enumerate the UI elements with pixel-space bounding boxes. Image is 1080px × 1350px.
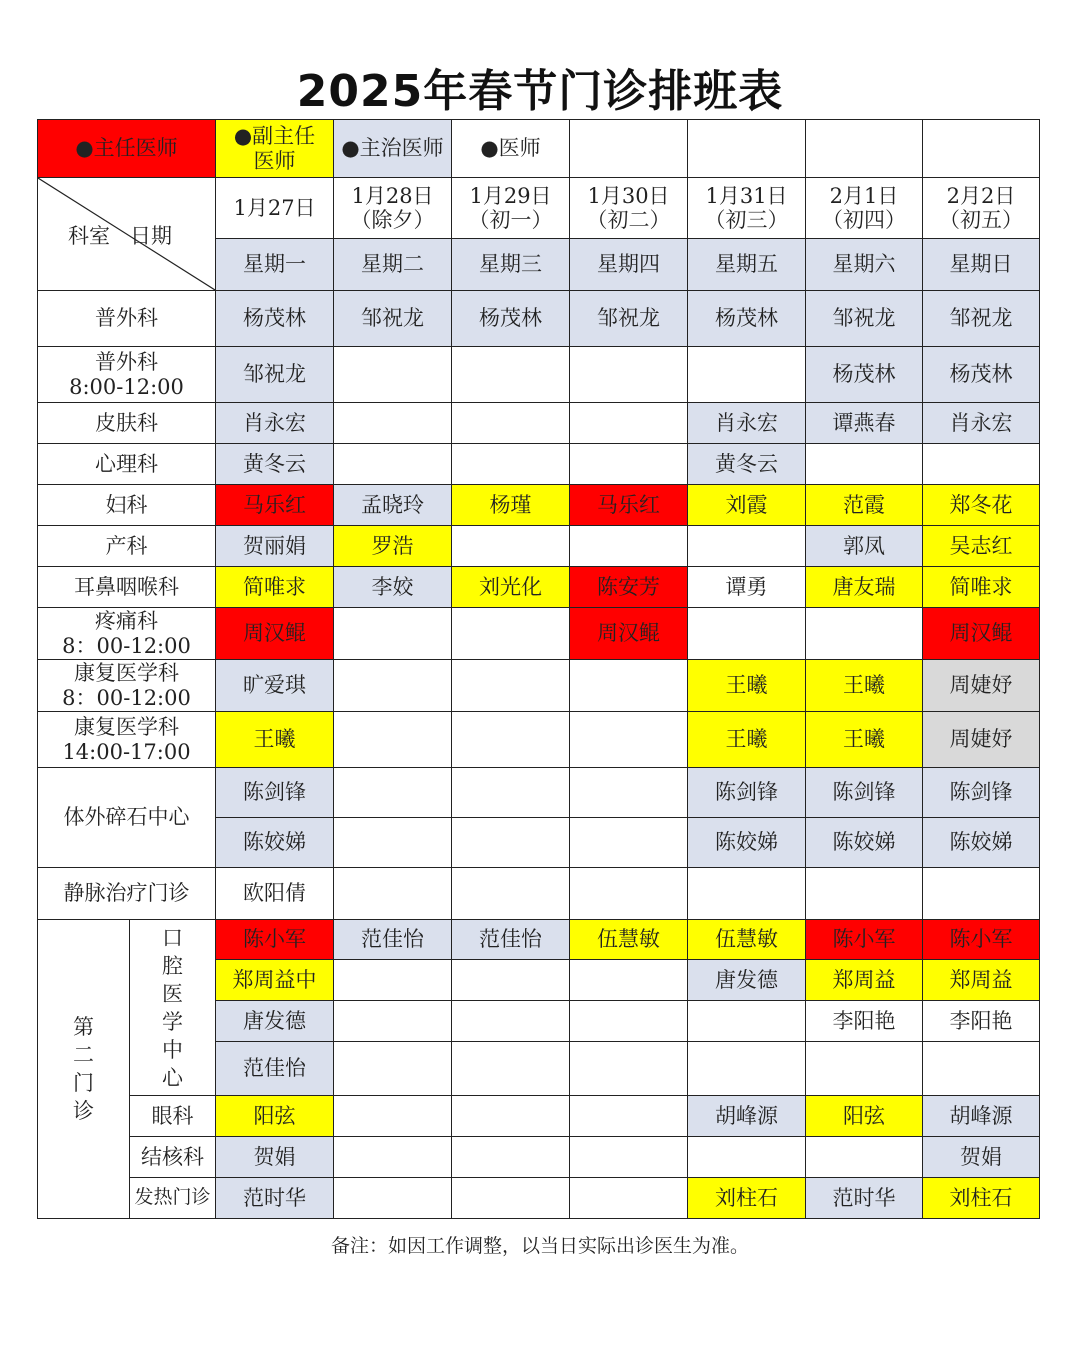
doctor-cell: 陈剑锋 xyxy=(216,768,334,818)
doctor-cell: 范佳怡 xyxy=(216,1042,334,1096)
doctor-cell: 陈小军 xyxy=(923,920,1040,960)
doctor-cell xyxy=(452,1137,570,1178)
date-header: 2月1日 （初四） xyxy=(806,178,923,239)
doctor-cell: 陈剑锋 xyxy=(688,768,806,818)
doctor-cell xyxy=(688,868,806,920)
doctor-cell: 唐发德 xyxy=(688,960,806,1001)
doctor-cell xyxy=(570,403,688,444)
row-stomatology-1 xyxy=(38,920,1040,960)
row-general-surgery xyxy=(38,291,1040,347)
doctor-cell xyxy=(334,608,452,660)
doctor-cell xyxy=(688,1001,806,1042)
doctor-cell: 吴志红 xyxy=(923,526,1040,567)
row-iv-therapy xyxy=(38,868,1040,920)
legend-associate: ●副主任 医师 xyxy=(216,120,334,178)
date-header: 1月28日 （除夕） xyxy=(334,178,452,239)
legend-row xyxy=(38,120,1040,178)
dept-label: 体外碎石中心 xyxy=(38,768,216,868)
doctor-cell: 郑周益 xyxy=(806,960,923,1001)
date-header: 1月31日 （初三） xyxy=(688,178,806,239)
weekday-header: 星期二 xyxy=(334,239,452,291)
doctor-cell xyxy=(923,444,1040,485)
doctor-cell xyxy=(688,526,806,567)
legend-attending: ●主治医师 xyxy=(334,120,452,178)
row-rehab-pm xyxy=(38,712,1040,768)
dept-label: 康复医学科 14:00-17:00 xyxy=(38,712,216,768)
dates-row xyxy=(38,178,1040,239)
page-title: 2025年春节门诊排班表 xyxy=(296,66,784,117)
doctor-cell: 肖永宏 xyxy=(923,403,1040,444)
doctor-cell: 范时华 xyxy=(216,1178,334,1219)
doctor-cell: 陈姣娣 xyxy=(806,818,923,868)
legend-physician: ●医师 xyxy=(452,120,570,178)
doctor-cell: 陈剑锋 xyxy=(923,768,1040,818)
doctor-cell xyxy=(570,960,688,1001)
doctor-cell: 周婕妤 xyxy=(923,712,1040,768)
doctor-cell: 杨茂林 xyxy=(452,291,570,347)
doctor-cell: 范佳怡 xyxy=(452,920,570,960)
doctor-cell: 贺娟 xyxy=(216,1137,334,1178)
doctor-cell: 范霞 xyxy=(806,485,923,526)
doctor-cell xyxy=(570,1096,688,1137)
doctor-cell: 王曦 xyxy=(806,712,923,768)
doctor-cell xyxy=(570,818,688,868)
doctor-cell xyxy=(688,608,806,660)
legend-chief: ●主任医师 xyxy=(38,120,216,178)
doctor-cell: 肖永宏 xyxy=(216,403,334,444)
doctor-cell xyxy=(452,660,570,712)
doctor-cell: 唐发德 xyxy=(216,1001,334,1042)
weekday-header: 星期一 xyxy=(216,239,334,291)
doctor-cell xyxy=(923,1042,1040,1096)
doctor-cell: 简唯求 xyxy=(923,567,1040,608)
doctor-cell: 黄冬云 xyxy=(216,444,334,485)
dept-label: 康复医学科 8：00-12:00 xyxy=(38,660,216,712)
doctor-cell xyxy=(452,608,570,660)
doctor-cell xyxy=(570,868,688,920)
doctor-cell: 谭燕春 xyxy=(806,403,923,444)
doctor-cell xyxy=(334,768,452,818)
doctor-cell xyxy=(806,608,923,660)
date-header: 1月29日 （初一） xyxy=(452,178,570,239)
doctor-cell: 刘光化 xyxy=(452,567,570,608)
doctor-cell xyxy=(688,1137,806,1178)
dept-label: 普外科 8:00-12:00 xyxy=(38,347,216,403)
doctor-cell xyxy=(452,868,570,920)
doctor-cell xyxy=(452,403,570,444)
date-header: 2月2日 （初五） xyxy=(923,178,1040,239)
doctor-cell: 简唯求 xyxy=(216,567,334,608)
doctor-cell: 刘柱石 xyxy=(688,1178,806,1219)
doctor-cell: 杨茂林 xyxy=(923,347,1040,403)
doctor-cell xyxy=(570,347,688,403)
doctor-cell: 王曦 xyxy=(688,712,806,768)
doctor-cell: 杨茂林 xyxy=(806,347,923,403)
doctor-cell xyxy=(334,868,452,920)
doctor-cell xyxy=(334,660,452,712)
header-date-label: 日期 xyxy=(130,224,173,248)
doctor-cell: 李阳艳 xyxy=(923,1001,1040,1042)
doctor-cell: 陈剑锋 xyxy=(806,768,923,818)
row-general-surgery-am xyxy=(38,347,1040,403)
doctor-cell: 陈姣娣 xyxy=(923,818,1040,868)
doctor-cell: 范佳怡 xyxy=(334,920,452,960)
row-rehab-am xyxy=(38,660,1040,712)
dept-label: 妇科 xyxy=(38,485,216,526)
doctor-cell: 范时华 xyxy=(806,1178,923,1219)
doctor-cell: 周汉鲲 xyxy=(570,608,688,660)
doctor-cell xyxy=(570,526,688,567)
doctor-cell xyxy=(452,526,570,567)
doctor-cell xyxy=(452,347,570,403)
second-clinic-label: 第二门诊 xyxy=(38,920,130,1219)
doctor-cell xyxy=(570,1001,688,1042)
doctor-cell: 唐友瑞 xyxy=(806,567,923,608)
dept-label: 疼痛科 8：00-12:00 xyxy=(38,608,216,660)
header-dept-label: 科室 xyxy=(68,224,110,248)
doctor-cell xyxy=(334,1042,452,1096)
doctor-cell: 贺丽娟 xyxy=(216,526,334,567)
doctor-cell xyxy=(570,1178,688,1219)
row-lithotripsy-1 xyxy=(38,768,1040,818)
row-psychology xyxy=(38,444,1040,485)
doctor-cell: 邹祝龙 xyxy=(216,347,334,403)
doctor-cell: 周婕妤 xyxy=(923,660,1040,712)
doctor-cell: 阳弦 xyxy=(806,1096,923,1137)
doctor-cell xyxy=(570,444,688,485)
dept-label: 耳鼻咽喉科 xyxy=(38,567,216,608)
doctor-cell xyxy=(923,868,1040,920)
doctor-cell: 欧阳倩 xyxy=(216,868,334,920)
doctor-cell xyxy=(334,1137,452,1178)
row-obstetrics xyxy=(38,526,1040,567)
doctor-cell xyxy=(570,712,688,768)
doctor-cell xyxy=(334,960,452,1001)
doctor-cell xyxy=(570,1042,688,1096)
doctor-cell: 马乐红 xyxy=(216,485,334,526)
doctor-cell: 郭凤 xyxy=(806,526,923,567)
doctor-cell xyxy=(334,347,452,403)
doctor-cell: 王曦 xyxy=(688,660,806,712)
doctor-cell: 邹祝龙 xyxy=(570,291,688,347)
doctor-cell xyxy=(334,1001,452,1042)
doctor-cell: 杨茂林 xyxy=(688,291,806,347)
doctor-cell: 邹祝龙 xyxy=(806,291,923,347)
schedule-table xyxy=(37,119,1040,1219)
doctor-cell: 周汉鲲 xyxy=(216,608,334,660)
doctor-cell xyxy=(688,347,806,403)
doctor-cell xyxy=(452,1042,570,1096)
doctor-cell xyxy=(452,444,570,485)
doctor-cell xyxy=(334,403,452,444)
doctor-cell xyxy=(806,1137,923,1178)
doctor-cell: 郑周益中 xyxy=(216,960,334,1001)
dept-label: 皮肤科 xyxy=(38,403,216,444)
row-tuberculosis xyxy=(38,1137,1040,1178)
doctor-cell: 谭勇 xyxy=(688,567,806,608)
doctor-cell: 胡峰源 xyxy=(688,1096,806,1137)
doctor-cell xyxy=(806,1042,923,1096)
doctor-cell xyxy=(452,1001,570,1042)
doctor-cell: 李姣 xyxy=(334,567,452,608)
doctor-cell: 陈姣娣 xyxy=(688,818,806,868)
doctor-cell: 马乐红 xyxy=(570,485,688,526)
weekday-header: 星期四 xyxy=(570,239,688,291)
doctor-cell xyxy=(806,444,923,485)
doctor-cell: 黄冬云 xyxy=(688,444,806,485)
date-header: 1月27日 xyxy=(216,178,334,239)
doctor-cell xyxy=(452,1096,570,1137)
doctor-cell: 王曦 xyxy=(216,712,334,768)
doctor-cell xyxy=(452,768,570,818)
doctor-cell: 陈小军 xyxy=(806,920,923,960)
dept-label: 眼科 xyxy=(130,1096,216,1137)
doctor-cell: 郑冬花 xyxy=(923,485,1040,526)
dept-label: 静脉治疗门诊 xyxy=(38,868,216,920)
doctor-cell: 周汉鲲 xyxy=(923,608,1040,660)
row-ophthalmology xyxy=(38,1096,1040,1137)
dept-label: 发热门诊 xyxy=(130,1178,216,1219)
dept-label: 产科 xyxy=(38,526,216,567)
doctor-cell xyxy=(334,444,452,485)
doctor-cell xyxy=(806,868,923,920)
doctor-cell: 陈姣娣 xyxy=(216,818,334,868)
doctor-cell xyxy=(452,712,570,768)
row-pain xyxy=(38,608,1040,660)
doctor-cell xyxy=(688,1042,806,1096)
row-fever-clinic xyxy=(38,1178,1040,1219)
doctor-cell: 杨瑾 xyxy=(452,485,570,526)
doctor-cell xyxy=(570,768,688,818)
weekday-header: 星期日 xyxy=(923,239,1040,291)
doctor-cell: 陈安芳 xyxy=(570,567,688,608)
doctor-cell: 伍慧敏 xyxy=(688,920,806,960)
dept-label: 心理科 xyxy=(38,444,216,485)
doctor-cell: 肖永宏 xyxy=(688,403,806,444)
doctor-cell: 邹祝龙 xyxy=(923,291,1040,347)
doctor-cell: 王曦 xyxy=(806,660,923,712)
doctor-cell: 旷爱琪 xyxy=(216,660,334,712)
doctor-cell xyxy=(452,960,570,1001)
doctor-cell xyxy=(334,818,452,868)
doctor-cell: 罗浩 xyxy=(334,526,452,567)
weekday-header: 星期五 xyxy=(688,239,806,291)
row-ent xyxy=(38,567,1040,608)
row-dermatology xyxy=(38,403,1040,444)
dept-label: 结核科 xyxy=(130,1137,216,1178)
doctor-cell: 陈小军 xyxy=(216,920,334,960)
doctor-cell xyxy=(570,660,688,712)
dept-label: 普外科 xyxy=(38,291,216,347)
date-header: 1月30日 （初二） xyxy=(570,178,688,239)
doctor-cell xyxy=(334,712,452,768)
header-corner xyxy=(38,178,216,291)
weekday-header: 星期三 xyxy=(452,239,570,291)
footnote: 备注：如因工作调整，以当日实际出诊医生为准。 xyxy=(330,1235,749,1257)
row-gynecology xyxy=(38,485,1040,526)
doctor-cell: 贺娟 xyxy=(923,1137,1040,1178)
doctor-cell xyxy=(570,1137,688,1178)
doctor-cell: 邹祝龙 xyxy=(334,291,452,347)
doctor-cell: 刘霞 xyxy=(688,485,806,526)
doctor-cell: 伍慧敏 xyxy=(570,920,688,960)
doctor-cell: 刘柱石 xyxy=(923,1178,1040,1219)
doctor-cell: 杨茂林 xyxy=(216,291,334,347)
doctor-cell: 胡峰源 xyxy=(923,1096,1040,1137)
doctor-cell xyxy=(452,1178,570,1219)
doctor-cell: 阳弦 xyxy=(216,1096,334,1137)
stomatology-label: 口腔医学中心 xyxy=(130,920,216,1096)
doctor-cell xyxy=(452,818,570,868)
doctor-cell: 郑周益 xyxy=(923,960,1040,1001)
doctor-cell: 李阳艳 xyxy=(806,1001,923,1042)
weekday-header: 星期六 xyxy=(806,239,923,291)
doctor-cell xyxy=(334,1096,452,1137)
doctor-cell: 孟晓玲 xyxy=(334,485,452,526)
doctor-cell xyxy=(334,1178,452,1219)
